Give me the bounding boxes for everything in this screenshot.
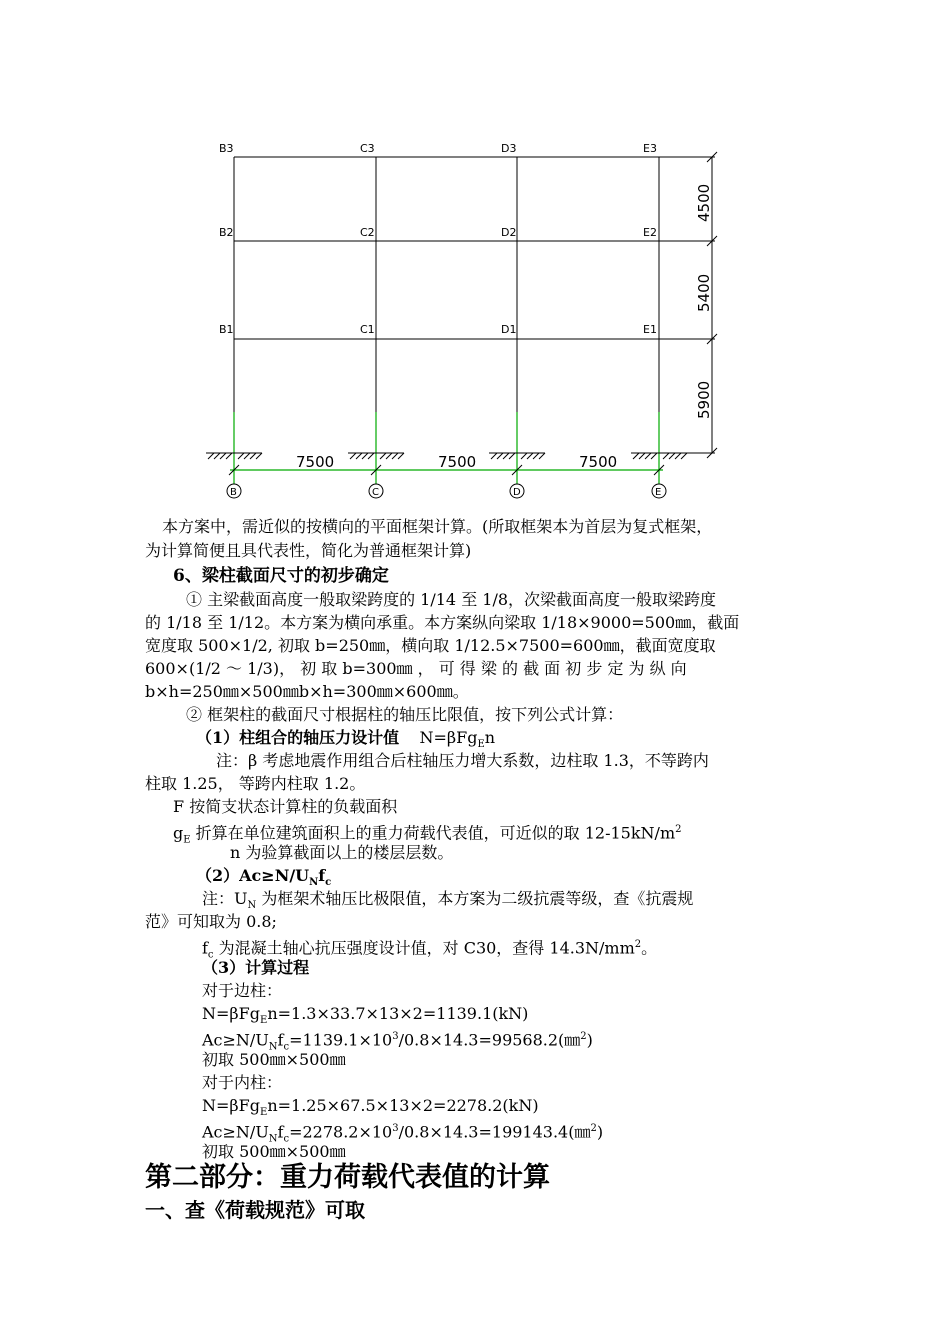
subsection-3: （3）计算过程 [202,958,310,977]
height-label-low: 5900 [695,380,713,419]
node-b3: B3 [219,142,234,155]
node-d2: D2 [501,226,517,239]
ground-lines [230,412,663,484]
edge-column-ac: $Ac\ge N/U_Nf_c=1139.1\times 10^3/0.8\times 14.3=99568.2(㎜^2)$ [202,1030,593,1053]
node-c2: C2 [360,226,375,239]
part-2-subheading: 一、查《荷载规范》可取 [145,1198,365,1222]
para-intro-line1: 本方案中，需近似的按横向的平面框架计算。(所取框架本为首层为复式框架， [162,517,713,536]
note1-line2: 柱取 1.25， 等跨内柱取 1.2。 [145,774,366,793]
inner-column-n: N=βFg$_E$n=1.25×67.5×13×2=2278.2(kN) [202,1096,539,1119]
node-b2: B2 [219,226,234,239]
span-label-de: 7500 [579,453,618,471]
inner-column-initial: 初取 500㎜×500㎜ [202,1142,346,1161]
node-d1: D1 [501,323,517,336]
edge-column-initial: 初取 500㎜×500㎜ [202,1050,346,1069]
node-e1: E1 [643,323,657,336]
section-6-heading: 6、梁柱截面尺寸的初步确定 [173,566,389,586]
subsection-1-formula: N=βFg$_E$n [419,728,496,751]
axis-circles [227,484,666,498]
axis-label-d: D [513,487,521,498]
f-definition: F 按简支状态计算柱的负载面积 [173,797,398,816]
para-beam-line4: 600×(1/2 ～ 1/3)， 初 取 b=300㎜ ， 可 得 梁 的 截 面 初 步 定 为 纵 向 [145,659,687,678]
para-intro-line2: 为计算简便且具代表性，简化为普通框架计算) [145,541,472,560]
note1-line1: 注：β 考虑地震作用组合后柱轴压力增大系数，边柱取 1.3，不等跨内 [216,751,709,770]
g-definition: $g_E$ 折算在单位建筑面积上的重力荷载代表值，可近似的取 $12-15kN/m^2$ [173,823,682,846]
frame-diagram [0,0,950,510]
node-c3: C3 [360,142,375,155]
edge-column-title: 对于边柱： [202,981,283,1000]
note2-line1: 注：$U_N$ 为框架术轴压比极限值，本方案为二级抗震等级，查《抗震规 [202,889,694,912]
subsection-2: $(2)Ac\ge N/U_Nf_c$ [196,866,332,889]
height-label-top: 4500 [695,183,713,222]
node-b1: B1 [219,323,234,336]
inner-column-ac: $Ac\ge N/U_Nf_c=2278.2\times 10^3/0.8\times 14.3=199143.4(㎜^2)$ [202,1122,604,1145]
height-label-mid: 5400 [695,273,713,312]
span-label-cd: 7500 [438,453,477,471]
para-beam-line1: ① 主梁截面高度一般取梁跨度的 1/14 至 1/8，次梁截面高度一般取梁跨度 [186,590,717,609]
node-c1: C1 [360,323,375,336]
node-e3: E3 [643,142,657,155]
axis-label-e: E [655,487,662,498]
para-beam-line3: 宽度取 500×1/2, 初取 b=250㎜，横向取 1/12.5×7500=600㎜，截面宽度取 [145,636,716,655]
para-column-intro: ② 框架柱的截面尺寸根据柱的轴压比限值，按下列公式计算： [186,705,624,724]
axis-label-c: C [372,487,379,498]
fc-definition: $f_c$ 为混凝土轴心抗压强度设计值，对 C30，查得 $14.3N/mm^2$。 [202,938,658,961]
span-label-bc: 7500 [296,453,335,471]
inner-column-title: 对于内柱： [202,1073,283,1092]
axis-label-b: B [230,487,237,498]
note2-line2: 范》可知取为 0.8; [145,912,277,931]
edge-column-n: N=βFg$_E$n=1.3×33.7×13×2=1139.1(kN) [202,1004,529,1027]
n-definition: n 为验算截面以上的楼层层数。 [230,843,454,862]
subsection-1-title: （1）柱组合的轴压力设计值 [196,728,400,747]
node-d3: D3 [501,142,517,155]
frame-grid [234,152,717,458]
para-beam-line5: b×h=250㎜×500㎜b×h=300㎜×600㎜。 [145,682,469,701]
node-e2: E2 [643,226,657,239]
part-2-heading: 第二部分：重力荷载代表值的计算 [145,1162,550,1193]
para-beam-line2: 的 1/18 至 1/12。本方案为横向承重。本方案纵向梁取 1/18×9000=500㎜，截面 [145,613,740,632]
